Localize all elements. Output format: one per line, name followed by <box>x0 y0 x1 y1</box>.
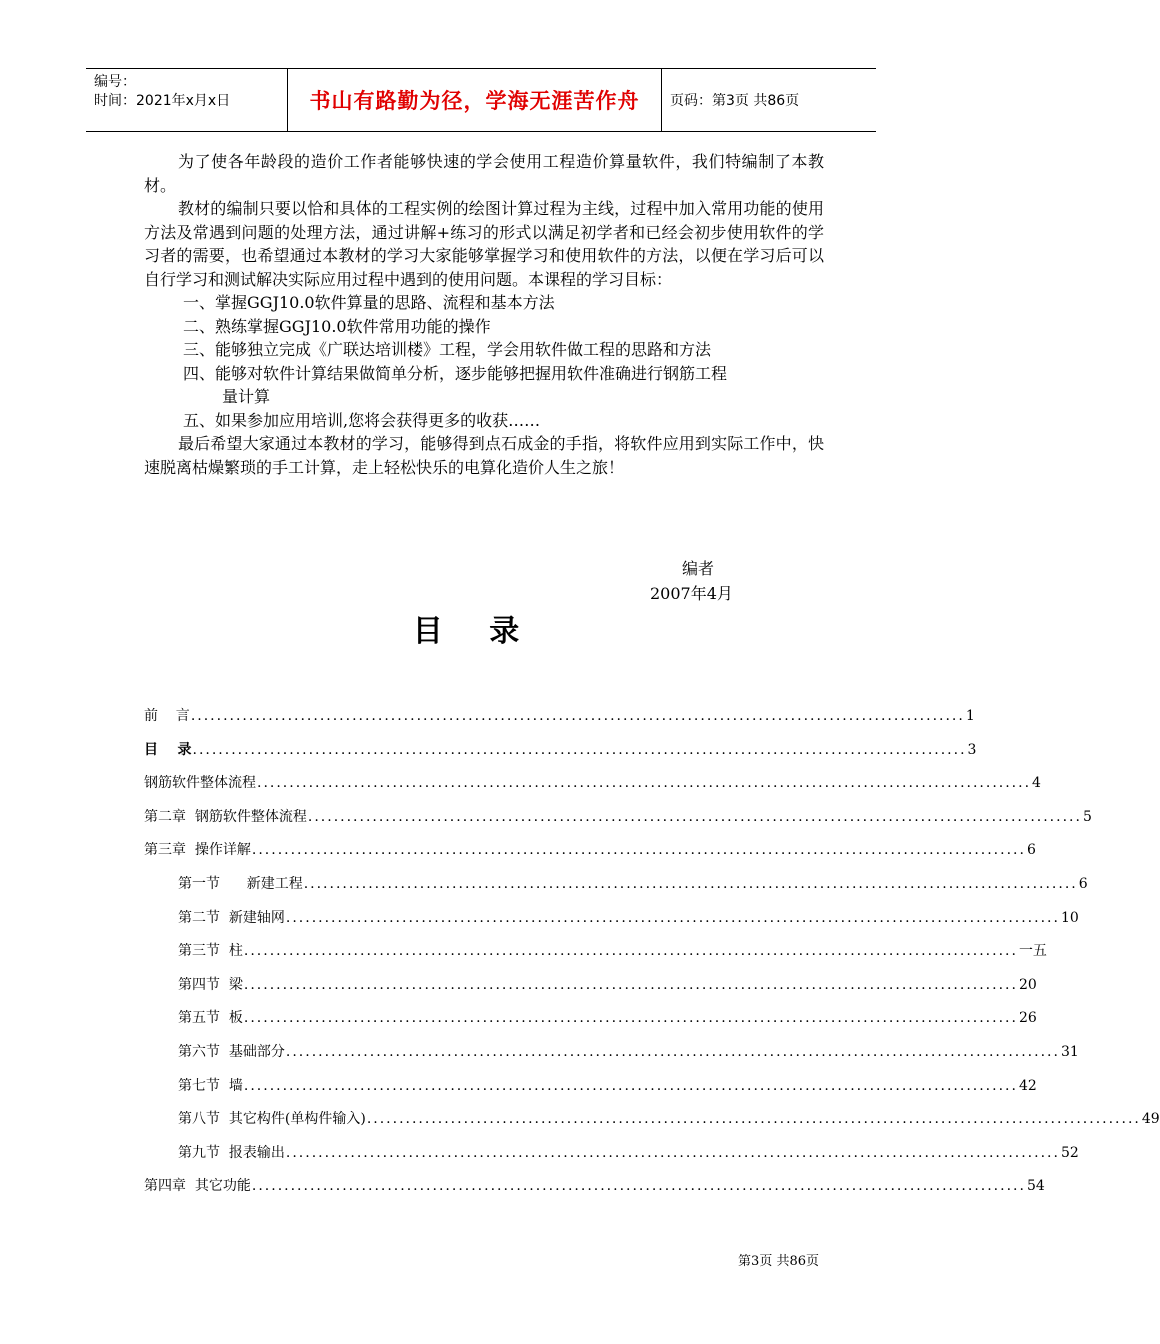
goal-1: 一、掌握GGJ10.0软件算量的思路、流程和基本方法 <box>183 293 555 312</box>
toc-leader: ........................................................................................................................ <box>243 1010 1018 1027</box>
table-of-contents <box>144 706 1160 1210</box>
paragraph-1: 为了使各年龄段的造价工作者能够快速的学会使用工程造价算量软件，我们特编制了本教材。 <box>144 152 824 195</box>
toc-entry-label: 第六节 基础部分 <box>178 1043 285 1060</box>
header-motto: 书山有路勤为径，学海无涯苦作舟 <box>288 69 662 131</box>
preface-body <box>144 150 824 479</box>
toc-entry-label: 第九节 报表输出 <box>178 1144 285 1161</box>
toc-entry-page: 6 <box>1078 875 1088 892</box>
toc-entry[interactable] <box>144 908 1079 942</box>
toc-entry[interactable] <box>144 807 1092 841</box>
toc-leader: ........................................................................................................................ <box>307 808 1082 825</box>
toc-entry[interactable] <box>144 773 1041 807</box>
toc-entry-page: 4 <box>1032 775 1041 792</box>
goal-3: 三、能够独立完成《广联达培训楼》工程，学会用软件做工程的思路和方法 <box>183 340 712 359</box>
signature-date: 2007年4月 <box>650 584 733 603</box>
toc-entry[interactable] <box>144 1008 1037 1042</box>
toc-entry[interactable] <box>144 706 975 740</box>
toc-entry-label: 第八节 其它构件(单构件输入) <box>178 1111 366 1128</box>
toc-entry[interactable] <box>144 1109 1160 1143</box>
signature <box>650 556 733 606</box>
toc-entry-label: 第四章 其它功能 <box>144 1178 251 1195</box>
toc-entry-label: 第二章 钢筋软件整体流程 <box>144 808 307 825</box>
toc-entry[interactable] <box>144 740 977 774</box>
toc-entry-page: 20 <box>1018 976 1037 993</box>
toc-leader: ........................................................................................................................ <box>243 976 1018 993</box>
toc-entry[interactable] <box>144 840 1036 874</box>
toc-entry-page: 52 <box>1060 1144 1079 1161</box>
toc-leader: ........................................................................................................................ <box>285 1043 1060 1060</box>
toc-entry-page: 10 <box>1060 909 1079 926</box>
toc-entry-label: 第一节 新建工程 <box>178 875 303 892</box>
paragraph-2: 教材的编制只要以恰和具体的工程实例的绘图计算过程为主线，过程中加入常用功能的使用方法及常遇到问题的处理方法，通过讲解+练习的形式以满足初学者和已经会初步使用软件的学习者的需要，也希望通过本教材的学习大家能够掌握学习和使用软件的方法，以便在学习后可以自行学习和测试解决实际应用过程中遇到的使用问题。本课程的学习目标： <box>144 199 824 289</box>
toc-entry[interactable] <box>144 1076 1037 1110</box>
toc-entry-page: 42 <box>1018 1077 1037 1094</box>
goal-4-line-2: 量计算 <box>222 387 271 406</box>
header-meta <box>86 69 288 131</box>
toc-leader: ........................................................................................................................ <box>190 708 965 724</box>
toc-entry-label: 第七节 墙 <box>178 1077 243 1094</box>
toc-entry-label: 前 言 <box>144 708 190 724</box>
toc-entry-page: 31 <box>1060 1043 1079 1060</box>
toc-entry-label: 第二节 新建轴网 <box>178 909 285 926</box>
goal-2: 二、熟练掌握GGJ10.0软件常用功能的操作 <box>183 316 491 336</box>
goal-5: 五、如果参加应用培训,您将会获得更多的收获…… <box>183 410 541 430</box>
toc-entry-label: 第三节 柱 <box>178 943 243 960</box>
toc-entry[interactable] <box>144 941 1047 975</box>
toc-leader: ........................................................................................................................ <box>257 775 1032 792</box>
toc-entry-page: 49 <box>1141 1111 1160 1128</box>
toc-leader: ........................................................................................................................ <box>366 1111 1141 1128</box>
toc-entry-label: 第三章 操作详解 <box>144 842 251 859</box>
toc-leader: ........................................................................................................................ <box>285 909 1060 926</box>
toc-leader: ........................................................................................................................ <box>303 875 1078 892</box>
toc-entry-page: 一五 <box>1018 943 1047 960</box>
toc-entry-label: 钢筋软件整体流程 <box>144 775 256 792</box>
toc-leader: ........................................................................................................................ <box>285 1144 1060 1161</box>
toc-entry-page: 54 <box>1026 1178 1045 1195</box>
toc-leader: ........................................................................................................................ <box>243 943 1018 960</box>
page-footer: 第3页 共86页 <box>738 1254 819 1269</box>
toc-entry-page: 5 <box>1082 808 1092 825</box>
date-label: 时间：2021年x月x日 <box>94 93 231 109</box>
toc-title: 目 录 <box>412 614 538 649</box>
toc-entry[interactable] <box>144 1143 1079 1177</box>
toc-entry-label: 第四节 梁 <box>178 976 243 993</box>
page-header <box>86 68 876 132</box>
toc-entry[interactable] <box>144 1042 1079 1076</box>
serial-label: 编号： <box>94 74 136 90</box>
paragraph-3: 最后希望大家通过本教材的学习，能够得到点石成金的手指，将软件应用到实际工作中，快速脱离枯燥繁琐的手工计算，走上轻松快乐的电算化造价人生之旅！ <box>144 434 824 477</box>
toc-entry-page: 26 <box>1018 1010 1037 1027</box>
toc-entry-label: 目 录 <box>144 741 192 758</box>
toc-leader: ........................................................................................................................ <box>251 1178 1026 1195</box>
goal-4 <box>144 362 824 409</box>
toc-leader: ........................................................................................................................ <box>251 842 1026 859</box>
toc-entry-label: 第五节 板 <box>178 1010 243 1027</box>
toc-entry-page: 6 <box>1026 842 1036 859</box>
header-page-label: 页码：第3页 共86页 <box>670 93 800 109</box>
toc-entry-page: 1 <box>965 708 975 724</box>
signature-author: 编者 <box>682 559 715 578</box>
toc-entry-page: 3 <box>967 741 977 758</box>
toc-leader: ........................................................................................................................ <box>192 741 967 758</box>
toc-entry[interactable] <box>144 975 1037 1009</box>
toc-entry[interactable] <box>144 874 1088 908</box>
toc-entry[interactable] <box>144 1176 1045 1210</box>
toc-leader: ........................................................................................................................ <box>243 1077 1018 1094</box>
goal-4-line-1: 四、能够对软件计算结果做简单分析，逐步能够把握用软件准确进行钢筋工程 <box>183 363 728 383</box>
